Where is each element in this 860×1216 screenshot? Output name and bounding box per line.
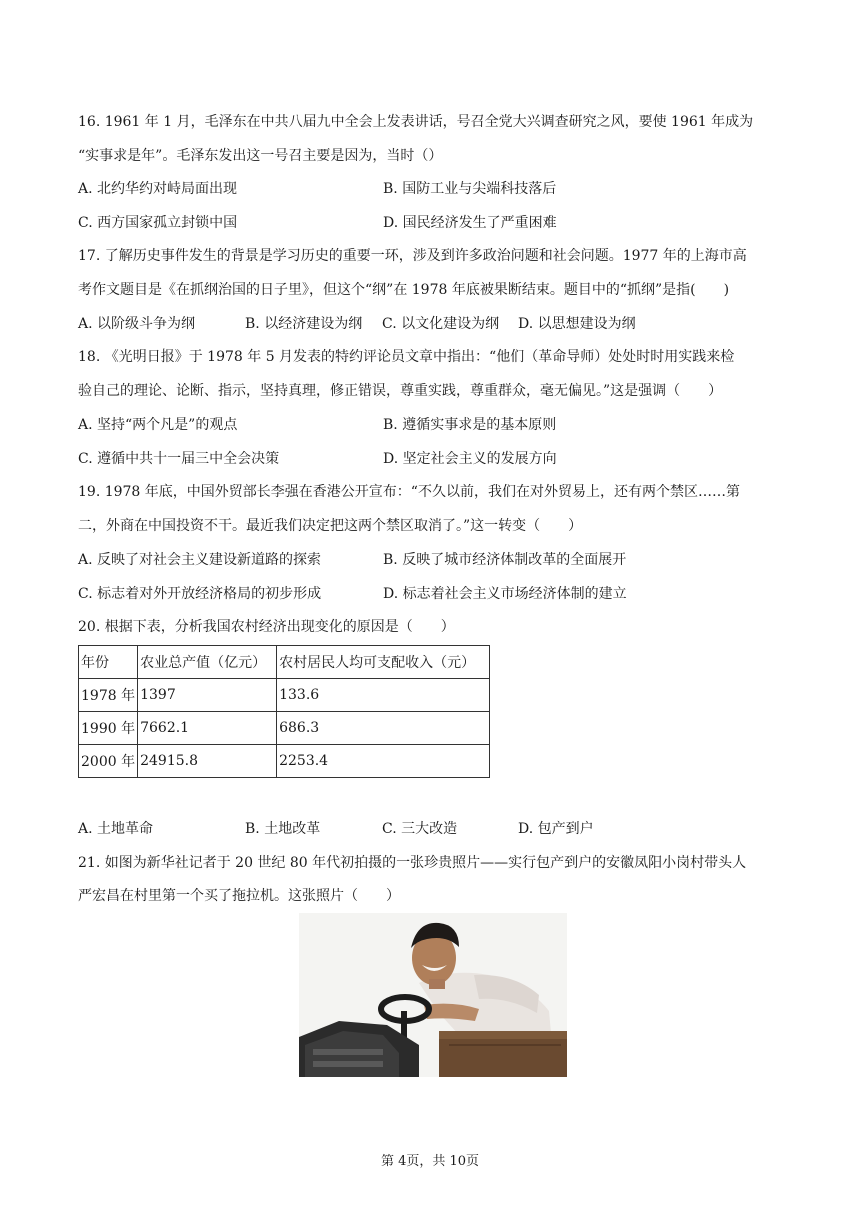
table-row xyxy=(79,745,490,778)
table-cell: 7662.1 xyxy=(138,712,277,745)
table-header-row xyxy=(79,646,490,679)
table-header-cell: 农村居民人均可支配收入（元） xyxy=(277,646,490,679)
q17-stem-line1: 17. 了解历史事件发生的背景是学习历史的重要一环，涉及到许多政治问题和社会问题。1977 年的上海市高 xyxy=(78,248,747,264)
table-row xyxy=(79,712,490,745)
q19-option-b[interactable]: B. 反映了城市经济体制改革的全面展开 xyxy=(383,552,627,568)
q17-option-d[interactable]: D. 以思想建设为纲 xyxy=(518,316,636,332)
q16-option-b[interactable]: B. 国防工业与尖端科技落后 xyxy=(383,181,557,197)
q16-option-d[interactable]: D. 国民经济发生了严重困难 xyxy=(383,215,557,231)
q19-stem-line2: 二，外商在中国投资不干。最近我们决定把这两个禁区取消了。”这一转变（ ） xyxy=(78,518,583,534)
q20-stem: 20. 根据下表，分析我国农村经济出现变化的原因是（ ） xyxy=(78,619,455,635)
tractor-photo xyxy=(299,913,567,1077)
q19-option-c[interactable]: C. 标志着对外开放经济格局的初步形成 xyxy=(78,586,322,602)
q18-option-a[interactable]: A. 坚持“两个凡是”的观点 xyxy=(78,417,238,433)
table-row xyxy=(79,679,490,712)
q21-stem-line1: 21. 如图为新华社记者于 20 世纪 80 年代初拍摄的一张珍贵照片——实行包产到户的安徽凤阳小岗村带头人 xyxy=(78,855,747,871)
table-cell: 133.6 xyxy=(277,679,490,712)
q17-option-a[interactable]: A. 以阶级斗争为纲 xyxy=(78,316,196,332)
q20-option-c[interactable]: C. 三大改造 xyxy=(382,821,458,837)
q17-option-c[interactable]: C. 以文化建设为纲 xyxy=(382,316,500,332)
q17-stem-line2: 考作文题目是《在抓纲治国的日子里》，但这个“纲”在 1978 年底被果断结束。题目中的“抓纲”是指( ) xyxy=(78,282,730,298)
q19-stem-line1: 19. 1978 年底，中国外贸部长李强在香港公开宣布：“不久以前，我们在对外贸易上，还有两个禁区……第 xyxy=(78,484,740,500)
q21-stem-line2: 严宏昌在村里第一个买了拖拉机。这张照片（ ） xyxy=(78,888,400,904)
table-cell: 24915.8 xyxy=(138,745,277,778)
q16-option-a[interactable]: A. 北约华约对峙局面出现 xyxy=(78,181,238,197)
table-cell: 1397 xyxy=(138,679,277,712)
table-cell: 2253.4 xyxy=(277,745,490,778)
q19-option-a[interactable]: A. 反映了对社会主义建设新道路的探索 xyxy=(78,552,322,568)
page-footer: 第 4页，共 10页 xyxy=(380,1154,480,1169)
q18-option-b[interactable]: B. 遵循实事求是的基本原则 xyxy=(383,417,557,433)
q17-option-b[interactable]: B. 以经济建设为纲 xyxy=(245,316,363,332)
q18-option-d[interactable]: D. 坚定社会主义的发展方向 xyxy=(383,451,557,467)
q20-data-table xyxy=(78,645,490,778)
table-header-cell: 农业总产值（亿元） xyxy=(138,646,277,679)
q20-option-a[interactable]: A. 土地革命 xyxy=(78,821,154,837)
q16-stem-line2: “实事求是年”。毛泽东发出这一号召主要是因为，当时（） xyxy=(78,148,443,164)
table-cell: 2000 年 xyxy=(79,745,138,778)
q18-stem-line2: 验自己的理论、论断、指示，坚持真理，修正错误，尊重实践，尊重群众，毫无偏见。”这是强调（ ） xyxy=(78,383,723,399)
table-cell: 1978 年 xyxy=(79,679,138,712)
q20-option-d[interactable]: D. 包产到户 xyxy=(518,821,594,837)
q18-option-c[interactable]: C. 遵循中共十一届三中全会决策 xyxy=(78,451,280,467)
q16-option-c[interactable]: C. 西方国家孤立封锁中国 xyxy=(78,215,238,231)
q16-stem-line1: 16. 1961 年 1 月，毛泽东在中共八届九中全会上发表讲话，号召全党大兴调查研究之风，要使 1961 年成为 xyxy=(78,114,754,130)
table-cell: 686.3 xyxy=(277,712,490,745)
table-header-cell: 年份 xyxy=(79,646,138,679)
q19-option-d[interactable]: D. 标志着社会主义市场经济体制的建立 xyxy=(383,586,627,602)
q20-option-b[interactable]: B. 土地改革 xyxy=(245,821,321,837)
q18-stem-line1: 18. 《光明日报》于 1978 年 5 月发表的特约评论员文章中指出：“他们（革命导师）处处时时用实践来检 xyxy=(78,349,735,365)
table-cell: 1990 年 xyxy=(79,712,138,745)
